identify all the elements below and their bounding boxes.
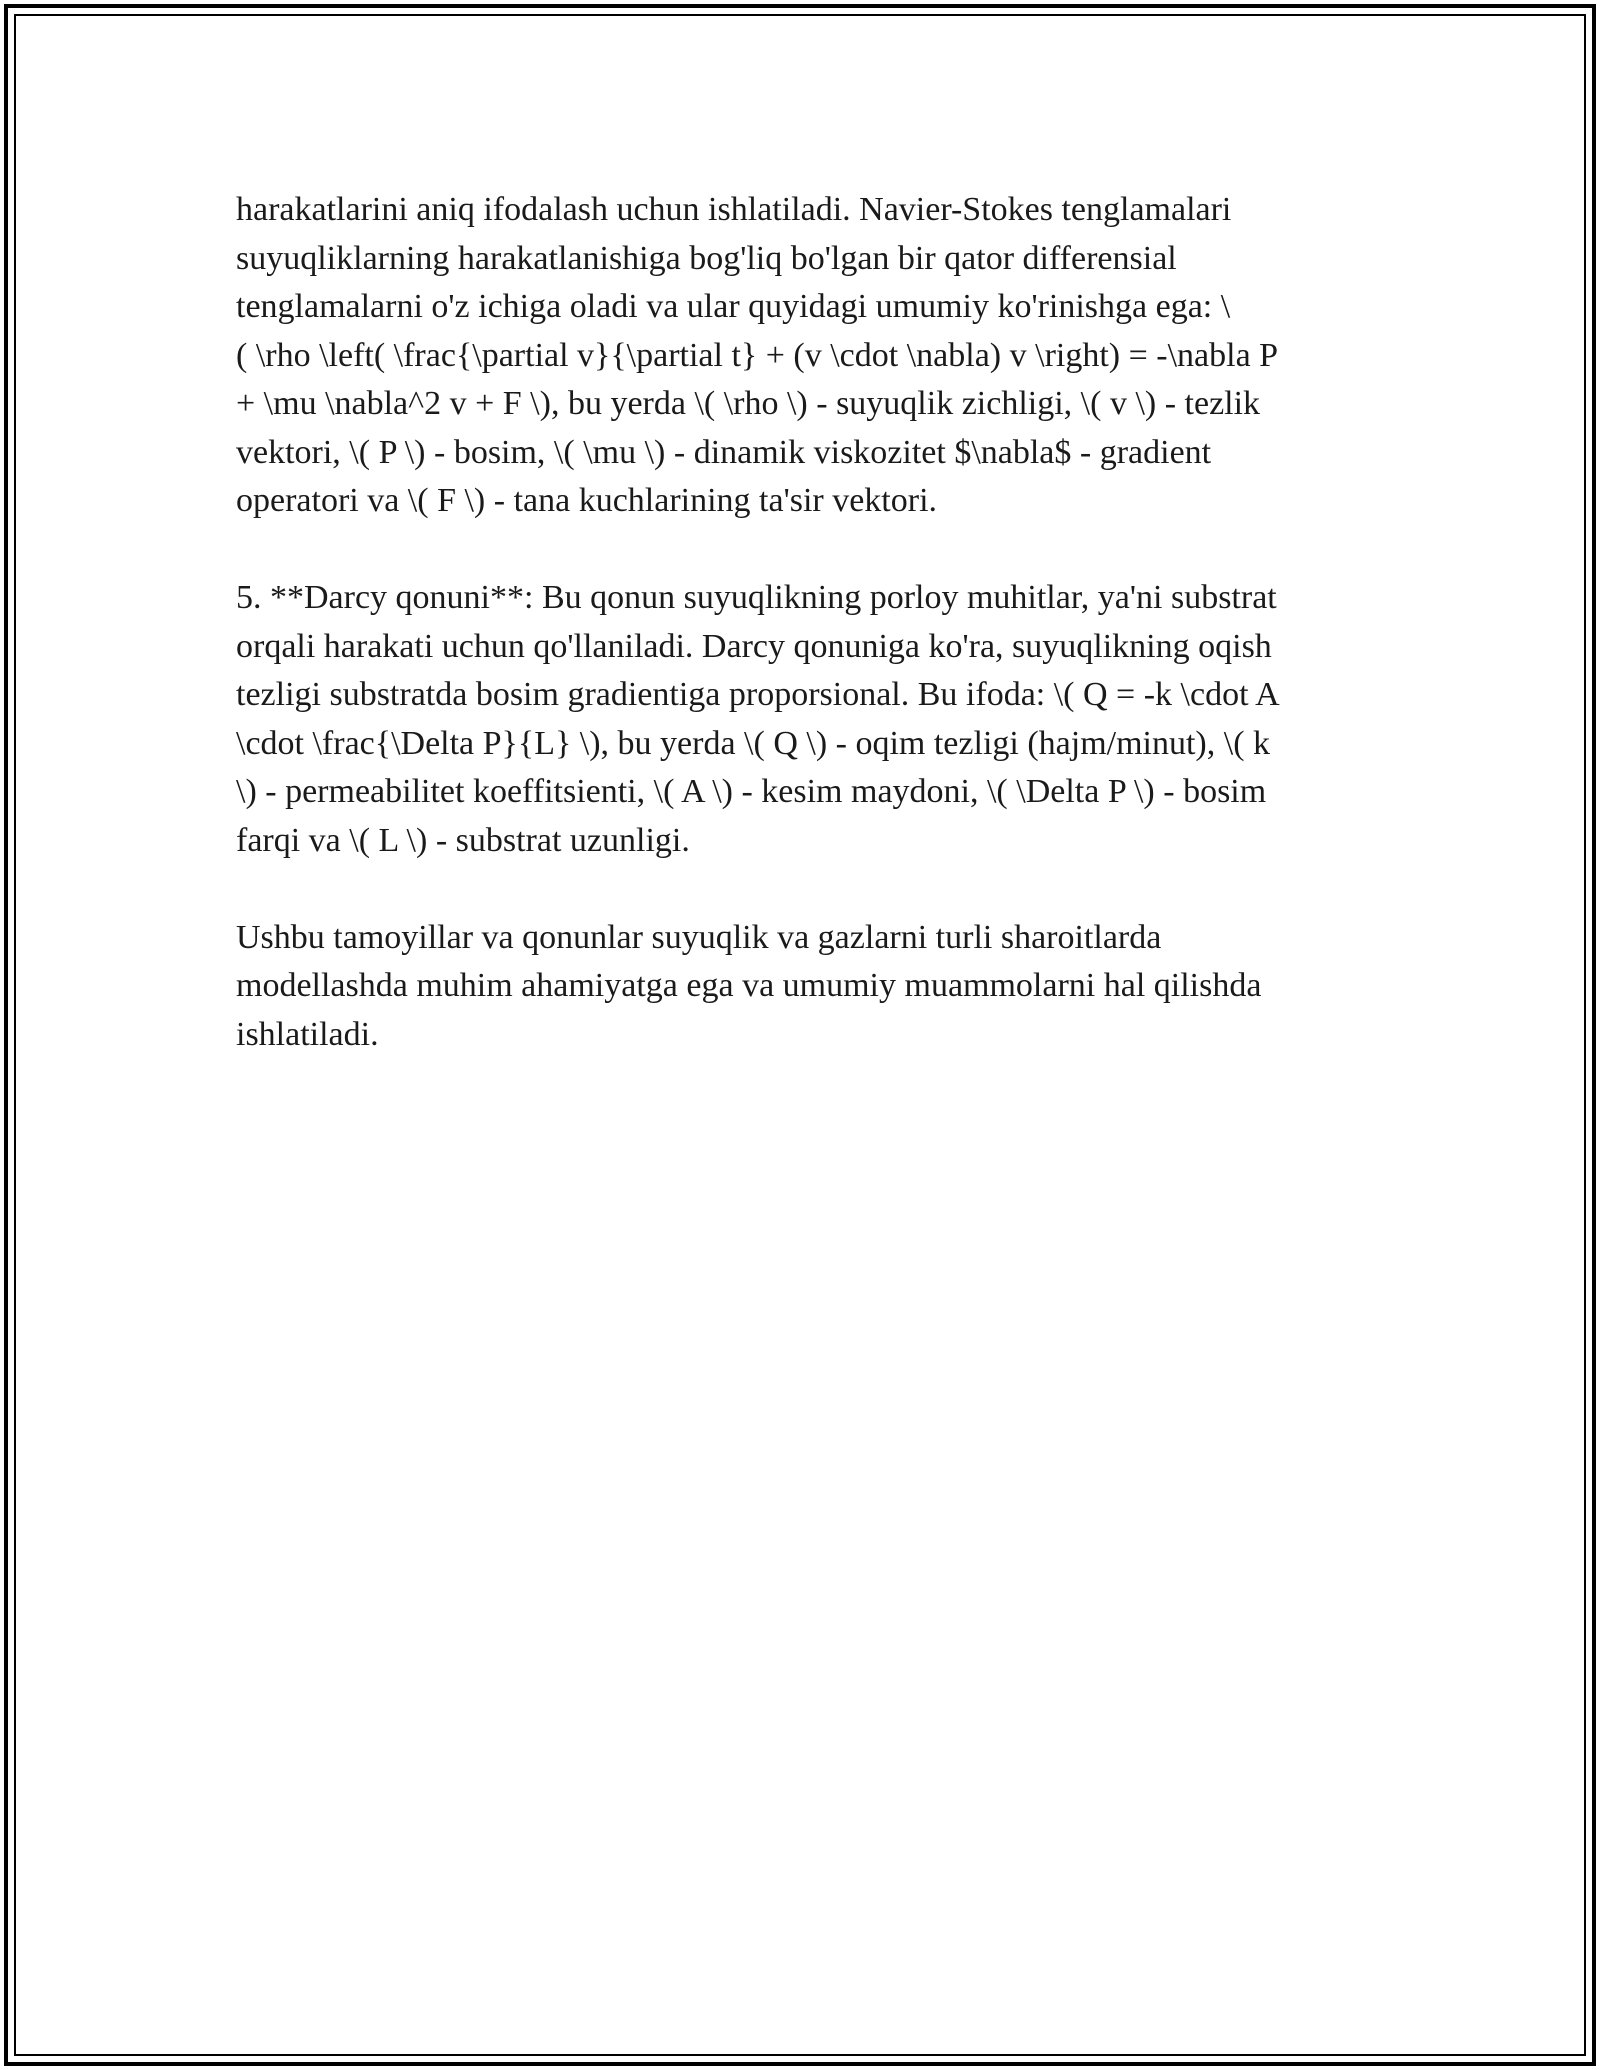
document-body [236, 186, 1386, 1108]
paragraph-conclusion: Ushbu tamoyillar va qonunlar suyuqlik va gazlarni turli sharoitlarda modellashda muhim ahamiyatga ega va umumiy muammolarni hal qilishda ishlatiladi. [236, 918, 1262, 1053]
paragraph-darcy-law: 5. **Darcy qonuni**: Bu qonun suyuqlikning porloy muhitlar, ya'ni substrat orqali harakati uchun qo'llaniladi. Darcy qonuniga ko'ra, suyuqlikning oqish tezligi substratda bosim gradientiga proporsional. Bu ifoda: \( Q = -k \cdot A \cdot \frac{\Delta P}{L} \), bu yerda \( Q \) - oqim tezligi (hajm/minut), \( k \) - permeabilitet koeffitsienti, \( A \) - kesim maydoni, \( \Delta P \) - bosim farqi va \( L \) - substrat uzunligi. [236, 579, 1280, 859]
paragraph-navier-stokes: harakatlarini aniq ifodalash uchun ishlatiladi. Navier-Stokes tenglamalari suyuqliklarning harakatlanishiga bog'liq bo'lgan bir qator differensial tenglamalarni o'z ichiga oladi va ular quyidagi umumiy ko'rinishga ega: \ ( \rho \left( \frac{\partial v}{\partial t} + (v \cdot \nabla) v \right) = -\nabla P + \mu \nabla^2 v + F \), bu yerda \( \rho \) - suyuqlik zichligi, \( v \) - tezlik vektori, \( P \) - bosim, \( \mu \) - dinamik viskozitet $\nabla$ - gradient operatori va \( F \) - tana kuchlarining ta'sir vektori. [236, 191, 1279, 519]
